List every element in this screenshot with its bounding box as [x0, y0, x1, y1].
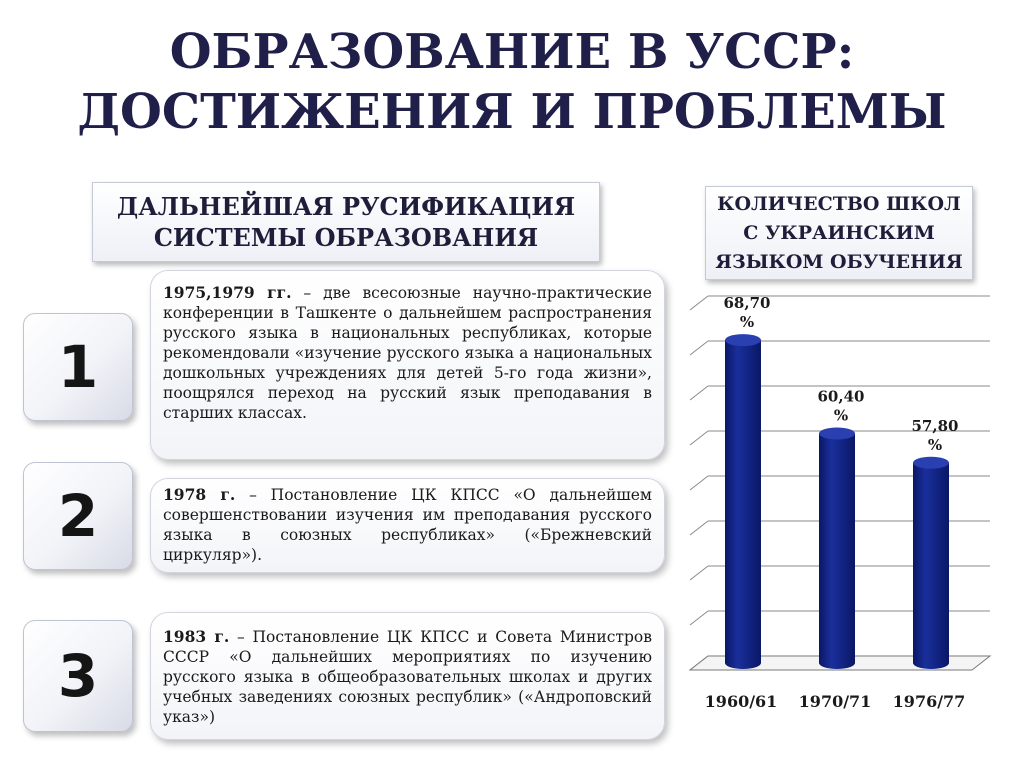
number-badge-2: 2: [23, 462, 133, 570]
page-title: [0, 22, 1024, 142]
number-badge-3: 3: [23, 620, 133, 732]
data-label-unit: %: [927, 435, 943, 454]
number-badge-1: 1: [23, 313, 133, 421]
gridline-diagonal: [690, 296, 708, 310]
bar-1960/61: [725, 334, 761, 669]
gridline-diagonal: [690, 611, 708, 625]
gridline-diagonal: [690, 476, 708, 490]
event-date: 1978 г.: [163, 485, 236, 504]
data-label-unit: %: [833, 406, 849, 425]
schools-count-header: [705, 186, 973, 280]
category-label: 1976/77: [892, 692, 966, 711]
event-date: 1975,1979 гг.: [163, 283, 292, 302]
event-text: – Постановление ЦК КПСС и Совета Министров СССР «О дальнейших мероприятиях по изучению русского языка в общеобразовательных школах и других учебных заведениях союзных республик» («Андроповский указ»): [163, 628, 652, 726]
event-card-1983: [150, 612, 665, 740]
gridline-diagonal: [690, 521, 708, 535]
gridline-diagonal: [690, 386, 708, 400]
bar-1970/71: [819, 428, 855, 670]
gridline-diagonal: [690, 341, 708, 355]
title-line-1: ОБРАЗОВАНИЕ В УССР:: [169, 24, 855, 80]
event-text: – две всесоюзные научно-практические конференции в Ташкенте о дальнейшем распространения русского языка в национальных республиках, которые рекомендовали «изучение русского языка а национальных дошкольных учреждениях для детей 5-го года жизни», поощрялся переход на русский язык преподавания в старших классах.: [163, 284, 652, 422]
schools-header-line-3: ЯЗЫКОМ ОБУЧЕНИЯ: [715, 250, 963, 273]
data-label-value: 57,80: [911, 416, 959, 435]
event-card-1975-1979: [150, 270, 665, 460]
gridline-diagonal: [690, 566, 708, 580]
event-text: – Постановление ЦК КПСС «О дальнейшем совершенствовании изучения им преподавания русского языка в союзных республиках» («Брежневский циркуляр»).: [163, 486, 652, 564]
event-date: 1983 г.: [163, 627, 230, 646]
data-label-value: 68,70: [723, 294, 771, 313]
schools-bar-chart: [670, 290, 1010, 730]
chart-category-labels: [705, 692, 966, 711]
event-card-1978: [150, 478, 665, 573]
gridline-diagonal: [690, 431, 708, 445]
category-label: 1960/61: [704, 692, 778, 711]
schools-header-line-1: КОЛИЧЕСТВО ШКОЛ: [717, 192, 961, 215]
category-label: 1970/71: [798, 692, 872, 711]
russification-header: [92, 182, 600, 262]
russification-header-line-1: ДАЛЬНЕЙШАЯ РУСИФИКАЦИЯ: [116, 192, 576, 221]
title-line-2: ДОСТИЖЕНИЯ И ПРОБЛЕМЫ: [77, 84, 947, 140]
chart-bars: [725, 334, 949, 669]
russification-header-line-2: СИСТЕМЫ ОБРАЗОВАНИЯ: [153, 223, 539, 252]
data-label-unit: %: [739, 313, 755, 332]
data-label-value: 60,40: [817, 387, 865, 406]
bar-1976/77: [913, 457, 949, 669]
schools-header-line-2: С УКРАИНСКИМ: [743, 221, 935, 244]
